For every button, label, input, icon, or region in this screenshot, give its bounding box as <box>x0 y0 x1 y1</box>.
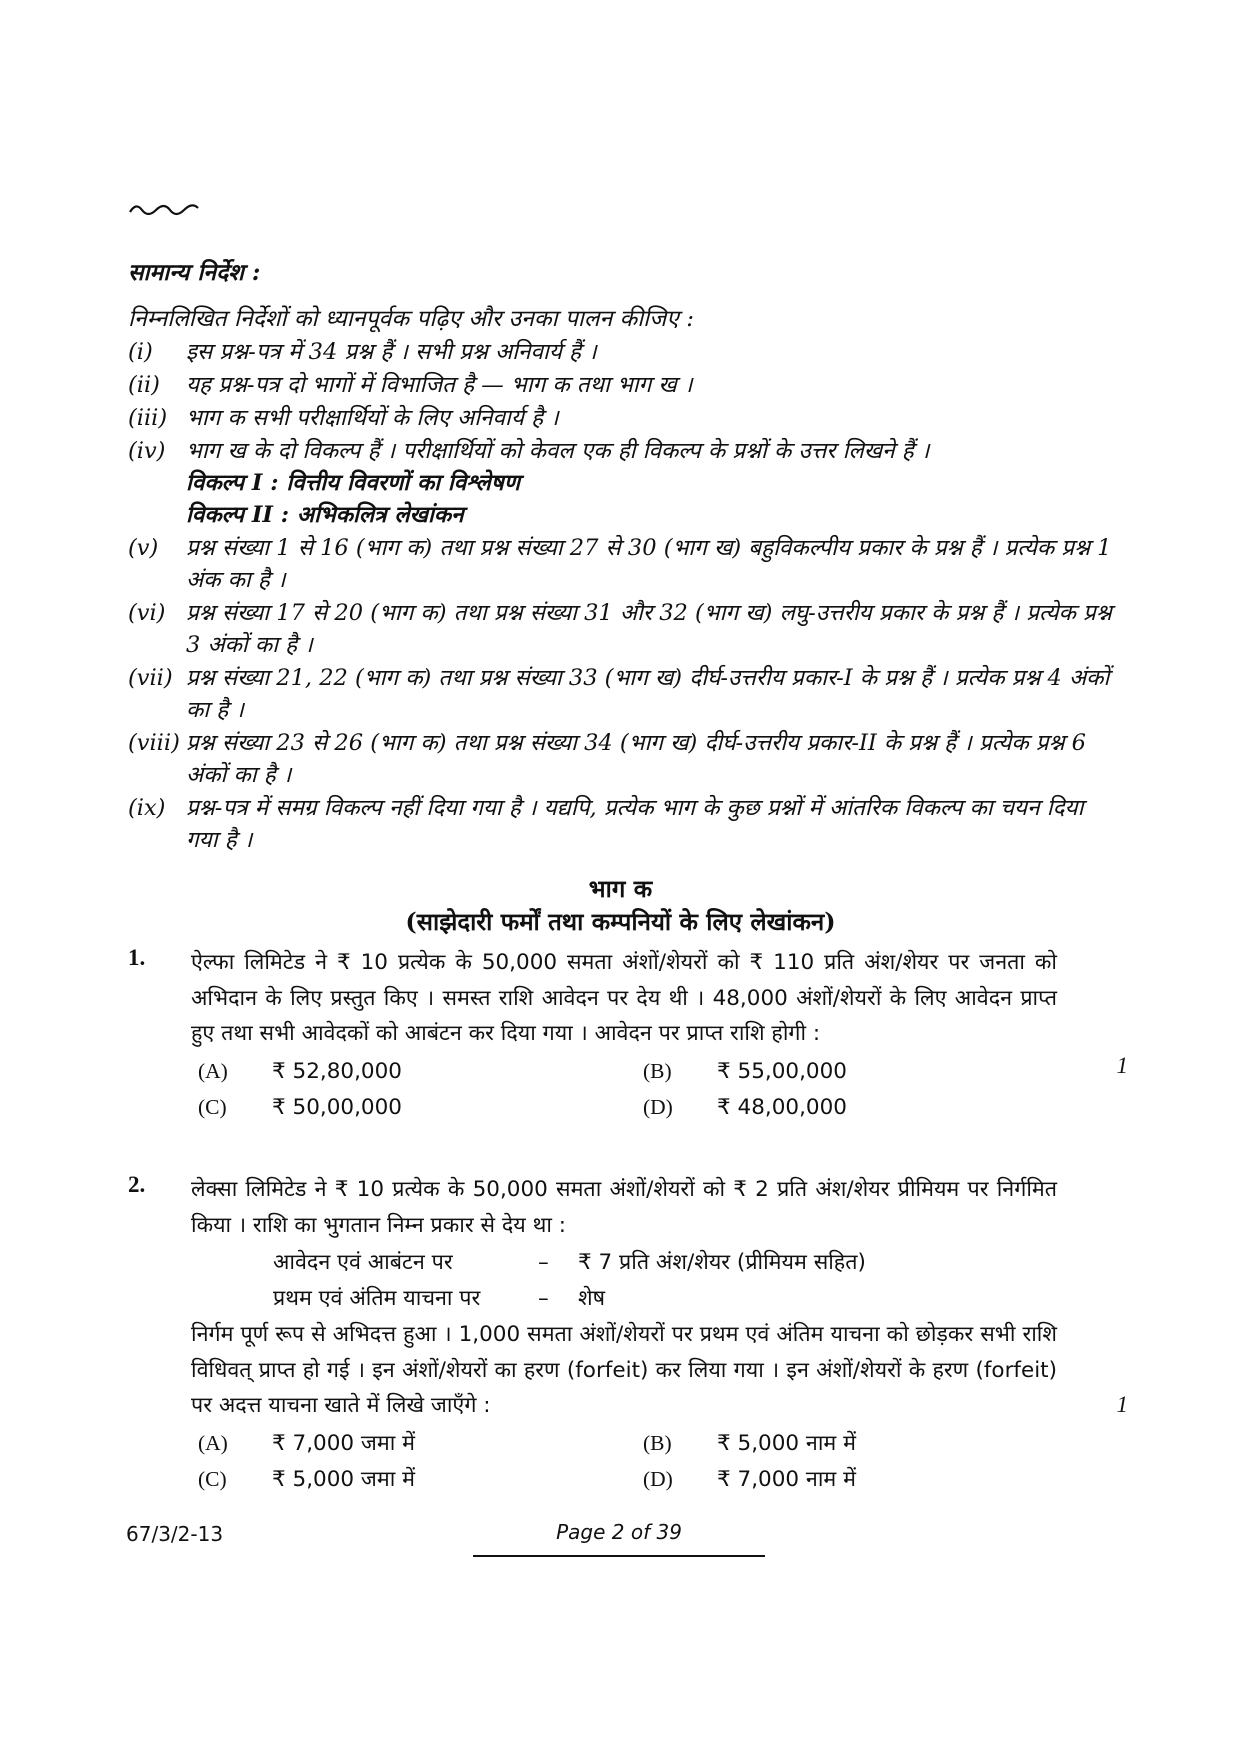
instruction-number: (v) <box>128 535 159 561</box>
instruction-item <box>128 597 1118 661</box>
payment-amount: शेष <box>578 1286 606 1311</box>
instruction-number: (i) <box>128 339 153 365</box>
option-one-label: विकल्प I : वित्तीय विवरणों का विश्लेषण <box>186 470 521 496</box>
payment-row <box>273 1245 1128 1281</box>
option-text: ₹ 7,000 जमा में <box>272 1430 415 1456</box>
option-b <box>643 1426 856 1461</box>
options-grid <box>198 1054 1128 1126</box>
section-title: भाग क <box>588 874 653 903</box>
instruction-number: (viii) <box>128 730 180 756</box>
option-label: (A) <box>198 1430 228 1455</box>
option-a <box>198 1426 415 1461</box>
instruction-text: प्रश्न संख्या 17 से 20 (भाग क) तथा प्रश्न संख्या 31 और 32 (भाग ख) लघु-उत्तरीय प्रकार के प्रश्न हैं । प्रत्येक प्रश्न 3 अंकों का है । <box>186 600 1112 658</box>
footer-divider <box>473 1555 765 1557</box>
instruction-item <box>128 435 1118 531</box>
instruction-text: भाग ख के दो विकल्प हैं । परीक्षार्थियों को केवल एक ही विकल्प के प्रश्नों के उत्तर लिखने हैं । <box>186 438 930 464</box>
option-label: (B) <box>643 1430 672 1455</box>
instruction-text: प्रश्न संख्या 23 से 26 (भाग क) तथा प्रश्न संख्या 34 (भाग ख) दीर्घ-उत्तरीय प्रकार-II के प्रश्न हैं । प्रत्येक प्रश्न 6 अंकों का है । <box>186 730 1086 788</box>
instruction-number: (ix) <box>128 795 166 821</box>
option-text: ₹ 7,000 नाम में <box>717 1466 856 1492</box>
option-text: ₹ 5,000 जमा में <box>272 1466 415 1492</box>
payment-row <box>273 1281 1128 1317</box>
instruction-item <box>128 792 1118 856</box>
instruction-number: (vi) <box>128 600 166 626</box>
instruction-text: भाग क सभी परीक्षार्थियों के लिए अनिवार्य है । <box>186 405 559 431</box>
instruction-number: (vii) <box>128 665 173 691</box>
option-two-label: विकल्प II : अभिकलित्र लेखांकन <box>186 502 464 528</box>
option-label: (D) <box>643 1466 673 1491</box>
instructions-list <box>128 336 1118 857</box>
option-label: (C) <box>198 1094 227 1119</box>
question-marks: 1 <box>1116 1053 1128 1078</box>
option-text: ₹ 5,000 नाम में <box>717 1430 856 1456</box>
instruction-item <box>128 369 1118 401</box>
instruction-item <box>128 532 1118 596</box>
option-d <box>643 1090 847 1125</box>
instruction-number: (iii) <box>128 405 168 431</box>
question-text: लेक्सा लिमिटेड ने ₹ 10 प्रत्येक के 50,000 समता अंशों/शेयरों को ₹ 2 प्रति अंश/शेयर प्रीमियम पर निर्गमित किया । राशि का भुगतान निम्न प्रकार से देय था : <box>191 1177 1057 1238</box>
wave-ornament-icon <box>128 196 210 222</box>
page-number: Page 2 of 39 <box>556 1520 682 1544</box>
question-number: 1. <box>128 945 146 970</box>
instruction-text: प्रश्न संख्या 21, 22 (भाग क) तथा प्रश्न संख्या 33 (भाग ख) दीर्घ-उत्तरीय प्रकार-I के प्रश्न हैं । प्रत्येक प्रश्न 4 अंकों का है । <box>186 665 1110 723</box>
instruction-item <box>128 662 1118 726</box>
paper-code: 67/3/2-13 <box>126 1522 224 1546</box>
option-c <box>198 1462 415 1497</box>
option-d <box>643 1462 856 1497</box>
option-label: (C) <box>198 1466 227 1491</box>
question-text: ऐल्फा लिमिटेड ने ₹ 10 प्रत्येक के 50,000 समता अंशों/शेयरों को ₹ 110 प्रति अंश/शेयर पर जनता को अभिदान के लिए प्रस्तुत किए । समस्त राशि आवेदन पर देय थी । 48,000 अंशों/शेयरों के लिए आवेदन प्राप्त हुए तथा सभी आवेदकों को आबंटन कर दिया गया । आवेदन पर प्राप्त राशि होगी : <box>191 950 1057 1046</box>
option-text: ₹ 52,80,000 <box>272 1058 402 1084</box>
option-label: (D) <box>643 1094 673 1119</box>
option-text: ₹ 55,00,000 <box>717 1058 847 1084</box>
question-number: 2. <box>128 1172 146 1197</box>
options-grid <box>198 1426 1128 1498</box>
option-text: ₹ 50,00,000 <box>272 1094 402 1120</box>
payment-schedule <box>273 1245 1128 1317</box>
payment-dash: – <box>538 1286 549 1311</box>
instruction-number: (ii) <box>128 372 160 398</box>
option-a <box>198 1054 402 1089</box>
instruction-item <box>128 402 1118 434</box>
payment-stage: प्रथम एवं अंतिम याचना पर <box>273 1286 481 1311</box>
question-marks: 1 <box>1116 1392 1128 1417</box>
instruction-number: (iv) <box>128 438 166 464</box>
instruction-text: यह प्रश्न-पत्र दो भागों में विभाजित है — भाग क तथा भाग ख । <box>186 372 693 398</box>
instruction-text: प्रश्न संख्या 1 से 16 (भाग क) तथा प्रश्न संख्या 27 से 30 (भाग ख) बहुविकल्पीय प्रकार के प्रश्न हैं । प्रत्येक प्रश्न 1 अंक का है । <box>186 535 1112 593</box>
instruction-item <box>128 727 1118 791</box>
instructions-title: सामान्य निर्देश : <box>128 259 261 286</box>
option-text: ₹ 48,00,000 <box>717 1094 847 1120</box>
option-label: (B) <box>643 1058 672 1083</box>
payment-dash: – <box>538 1250 549 1275</box>
option-label: (A) <box>198 1058 228 1083</box>
section-subtitle: (साझेदारी फर्मों तथा कम्पनियों के लिए लेखांकन) <box>405 907 836 936</box>
payment-stage: आवेदन एवं आबंटन पर <box>273 1250 453 1275</box>
option-b <box>643 1054 847 1089</box>
option-c <box>198 1090 402 1125</box>
payment-amount: ₹ 7 प्रति अंश/शेयर (प्रीमियम सहित) <box>578 1250 866 1275</box>
question-text-continued: निर्गम पूर्ण रूप से अभिदत्त हुआ । 1,000 समता अंशों/शेयरों पर प्रथम एवं अंतिम याचना को छोड़कर सभी राशि विधिवत् प्राप्त हो गई । इन अंशों/शेयरों का हरण (forfeit) कर लिया गया । इन अंशों/शेयरों के हरण (forfeit) पर अदत्त याचना खाते में लिखे जाएँगे : <box>191 1322 1057 1418</box>
instructions-intro: निम्नलिखित निर्देशों को ध्यानपूर्वक पढ़िए और उनका पालन कीजिए : <box>128 306 694 332</box>
question-2 <box>128 1172 1128 1498</box>
question-1 <box>128 945 1128 1126</box>
instruction-item <box>128 336 1118 368</box>
instruction-text: प्रश्न-पत्र में समग्र विकल्प नहीं दिया गया है । यद्यपि, प्रत्येक भाग के कुछ प्रश्नों में आंतरिक विकल्प का चयन दिया गया है । <box>186 795 1084 853</box>
instruction-text: इस प्रश्न-पत्र में 34 प्रश्न हैं । सभी प्रश्न अनिवार्य हैं । <box>186 339 597 365</box>
